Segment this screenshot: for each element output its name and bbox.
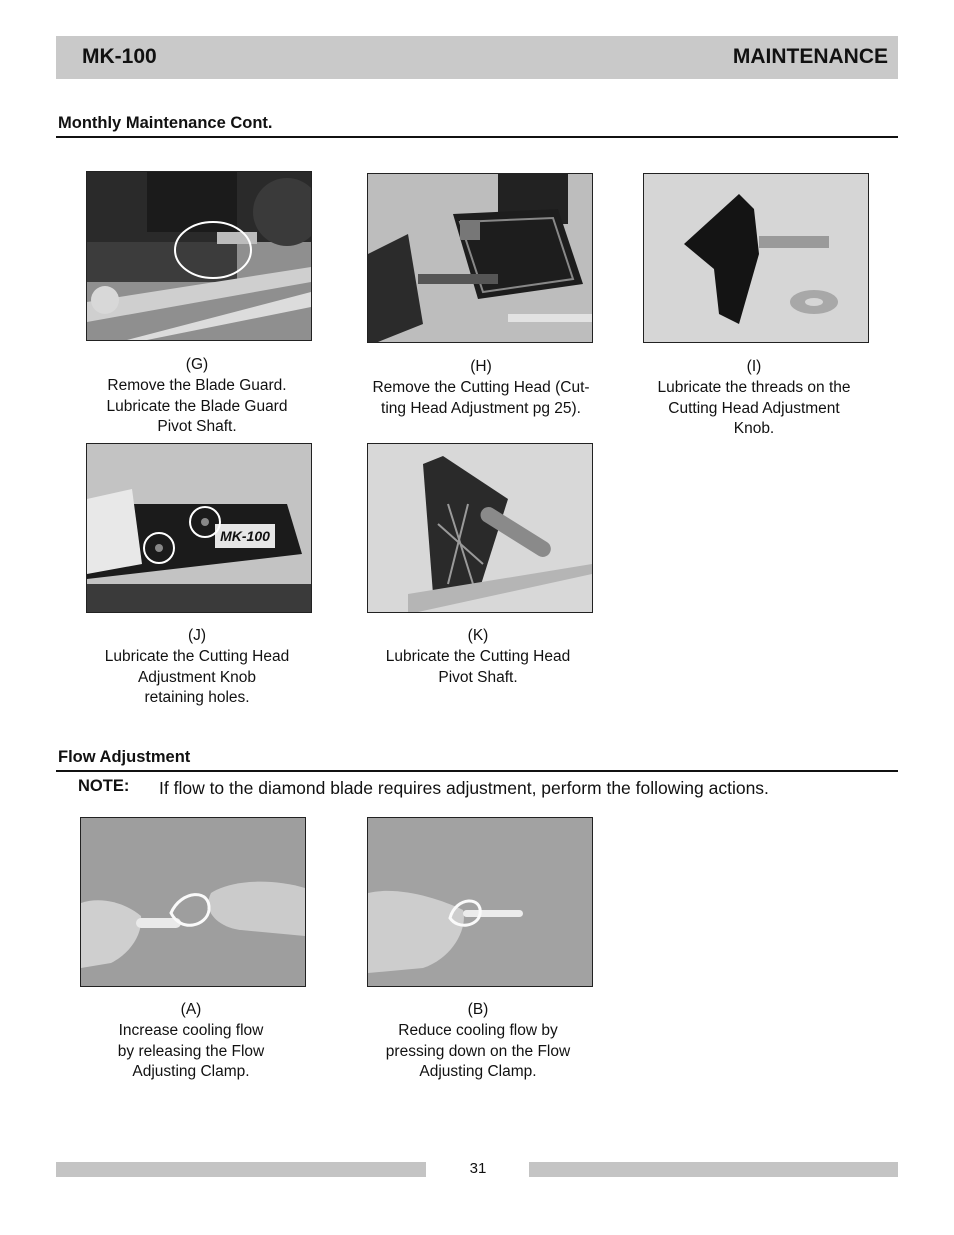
photo-adjustment-knob [643, 173, 869, 343]
footer-bar-left [56, 1162, 426, 1177]
section-title: MAINTENANCE [732, 45, 888, 68]
caption-line: pressing down on the Flow [385, 1042, 571, 1060]
section-rule [56, 136, 898, 138]
photo-increase-flow [80, 817, 306, 987]
caption-label: (I) [746, 358, 762, 375]
caption-label: (K) [467, 627, 489, 644]
caption-label: (J) [187, 627, 207, 644]
caption-h [361, 357, 601, 419]
caption-line: Adjusting Clamp. [419, 1063, 537, 1081]
caption-line: Lubricate the Cutting Head [385, 647, 571, 665]
caption-line: Reduce cooling flow by [398, 1021, 558, 1039]
caption-line: Lubricate the Cutting Head [104, 647, 290, 665]
caption-line: by releasing the Flow [117, 1042, 265, 1060]
caption-line: ting Head Adjustment pg 25). [381, 399, 581, 417]
caption-j [77, 626, 317, 709]
photo-reduce-flow [367, 817, 593, 987]
section-rule [56, 770, 898, 772]
monthly-maintenance-heading: Monthly Maintenance Cont. [58, 114, 273, 132]
caption-label: (G) [185, 356, 209, 373]
caption-k [358, 626, 598, 688]
caption-label: (H) [470, 358, 492, 375]
photo-pivot-shaft [367, 443, 593, 613]
caption-label: (A) [180, 1001, 202, 1018]
page-number: 31 [469, 1160, 487, 1177]
caption-line: Increase cooling flow [118, 1021, 264, 1039]
caption-label: (B) [467, 1001, 489, 1018]
model-title: MK-100 [82, 45, 157, 68]
caption-line: Lubricate the threads on the [657, 378, 851, 396]
caption-line: Adjusting Clamp. [132, 1063, 250, 1081]
caption-b [358, 1000, 598, 1083]
caption-line: retaining holes. [144, 689, 250, 707]
caption-line: Pivot Shaft. [438, 668, 518, 686]
footer-bar-right [529, 1162, 898, 1177]
caption-line: Lubricate the Blade Guard [106, 397, 288, 415]
caption-a [71, 1000, 311, 1083]
page-header [56, 36, 898, 79]
caption-line: Knob. [733, 420, 775, 438]
caption-line: Pivot Shaft. [157, 418, 237, 436]
caption-g [77, 355, 317, 438]
note-text: If flow to the diamond blade requires adjustment, perform the following actions. [159, 778, 769, 798]
photo-cutting-head [367, 173, 593, 343]
badge-text: MK-100 [220, 528, 270, 544]
caption-line: Remove the Cutting Head (Cut- [372, 378, 590, 396]
photo-blade-guard [86, 171, 312, 341]
flow-adjustment-heading: Flow Adjustment [58, 748, 191, 766]
caption-i [634, 357, 874, 440]
note-label: NOTE: [78, 777, 130, 795]
photo-retaining-holes [86, 443, 312, 613]
caption-line: Remove the Blade Guard. [107, 376, 287, 394]
caption-line: Adjustment Knob [137, 668, 257, 686]
caption-line: Cutting Head Adjustment [668, 399, 840, 417]
